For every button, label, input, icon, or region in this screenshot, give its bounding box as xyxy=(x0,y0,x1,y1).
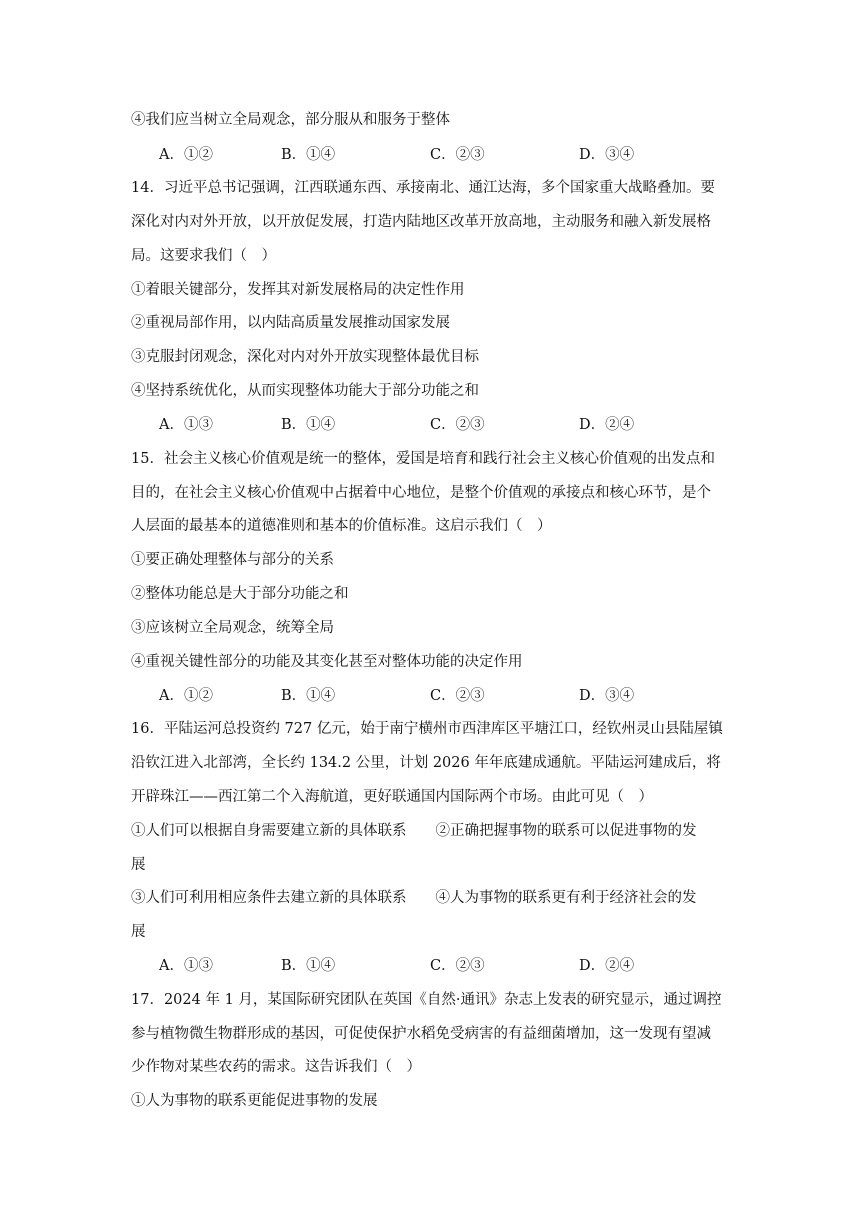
q16-stem-line-3: 开辟珠江——西江第二个入海航道，更好联通国内国际两个市场。由此可见（ ） xyxy=(131,789,653,805)
q14-option-c: C．②③ xyxy=(430,417,485,433)
q15-option-c: C．②③ xyxy=(430,688,485,704)
q14-statement-1: ①着眼关键部分，发挥其对新发展格局的决定性作用 xyxy=(131,282,465,298)
q15-statement-4: ④重视关键性部分的功能及其变化甚至对整体功能的决定作用 xyxy=(131,654,523,670)
q15-statement-3: ③应该树立全局观念，统筹全局 xyxy=(131,620,334,636)
q14-stem-line-3: 局。这要求我们（ ） xyxy=(131,248,276,264)
q15-option-b: B．①④ xyxy=(281,688,336,704)
q14-stem-line-1: 14．习近平总书记强调，江西联通东西、承接南北、通江达海，多个国家重大战略叠加。要 xyxy=(131,180,715,196)
q15-stem-line-3: 人层面的最基本的道德准则和基本的价值标准。这启示我们（ ） xyxy=(131,518,552,534)
q15-statement-1: ①要正确处理整体与部分的关系 xyxy=(131,552,334,568)
q14-statement-3: ③克服封闭观念，深化对内对外开放实现整体最优目标 xyxy=(131,349,479,365)
q16-statement-line-1: ①人们可以根据自身需要建立新的具体联系 ②正确把握事物的联系可以促进事物的发 xyxy=(131,823,697,839)
q16-statement-line-2: 展 xyxy=(131,857,146,873)
q14-option-d: D．②④ xyxy=(579,417,635,433)
q16-stem-line-2: 沿钦江进入北部湾，全长约 134.2 公里，计划 2026 年年底建成通航。平陆运河建成后，将 xyxy=(131,755,721,771)
q16-statement-line-4: 展 xyxy=(131,924,146,940)
q17-statement-1: ①人为事物的联系更能促进事物的发展 xyxy=(131,1093,378,1109)
q14-option-b: B．①④ xyxy=(281,417,336,433)
q14-statement-4: ④坚持系统优化，从而实现整体功能大于部分功能之和 xyxy=(131,383,479,399)
q17-stem-line-1: 17．2024 年 1 月，某国际研究团队在英国《自然·通讯》杂志上发表的研究显示，通过调控 xyxy=(131,992,722,1008)
q16-option-a: A．①③ xyxy=(159,958,213,974)
q14-option-a: A．①③ xyxy=(159,417,213,433)
q15-option-d: D．③④ xyxy=(579,688,635,704)
q15-option-a: A．①② xyxy=(159,688,213,704)
option-a: A．①② xyxy=(159,147,213,163)
q15-statement-2: ②整体功能总是大于部分功能之和 xyxy=(131,586,349,602)
q14-statement-2: ②重视局部作用，以内陆高质量发展推动国家发展 xyxy=(131,315,450,331)
q16-option-c: C．②③ xyxy=(430,958,485,974)
q17-stem-line-2: 参与植物微生物群形成的基因，可促使保护水稻免受病害的有益细菌增加，这一发现有望减 xyxy=(131,1026,711,1042)
option-c: C．②③ xyxy=(430,147,485,163)
q15-stem-line-1: 15．社会主义核心价值观是统一的整体，爱国是培育和践行社会主义核心价值观的出发点和 xyxy=(131,451,715,467)
q17-stem-line-3: 少作物对某些农药的需求。这告诉我们（ ） xyxy=(131,1059,421,1075)
q14-stem-line-2: 深化对内对外开放，以开放促发展，打造内陆地区改革开放高地，主动服务和融入新发展格 xyxy=(131,214,711,230)
q16-option-b: B．①④ xyxy=(281,958,336,974)
statement-4: ④我们应当树立全局观念，部分服从和服务于整体 xyxy=(131,112,450,128)
q15-stem-line-2: 目的，在社会主义核心价值观中占据着中心地位，是整个价值观的承接点和核心环节，是个 xyxy=(131,485,711,501)
option-d: D．③④ xyxy=(579,147,635,163)
q16-stem-line-1: 16．平陆运河总投资约 727 亿元，始于南宁横州市西津库区平塘江口，经钦州灵山县陆屋镇 xyxy=(131,721,723,737)
q16-statement-line-3: ③人们可利用相应条件去建立新的具体联系 ④人为事物的联系更有利于经济社会的发 xyxy=(131,890,697,906)
option-b: B．①④ xyxy=(281,147,336,163)
q16-option-d: D．②④ xyxy=(579,958,635,974)
